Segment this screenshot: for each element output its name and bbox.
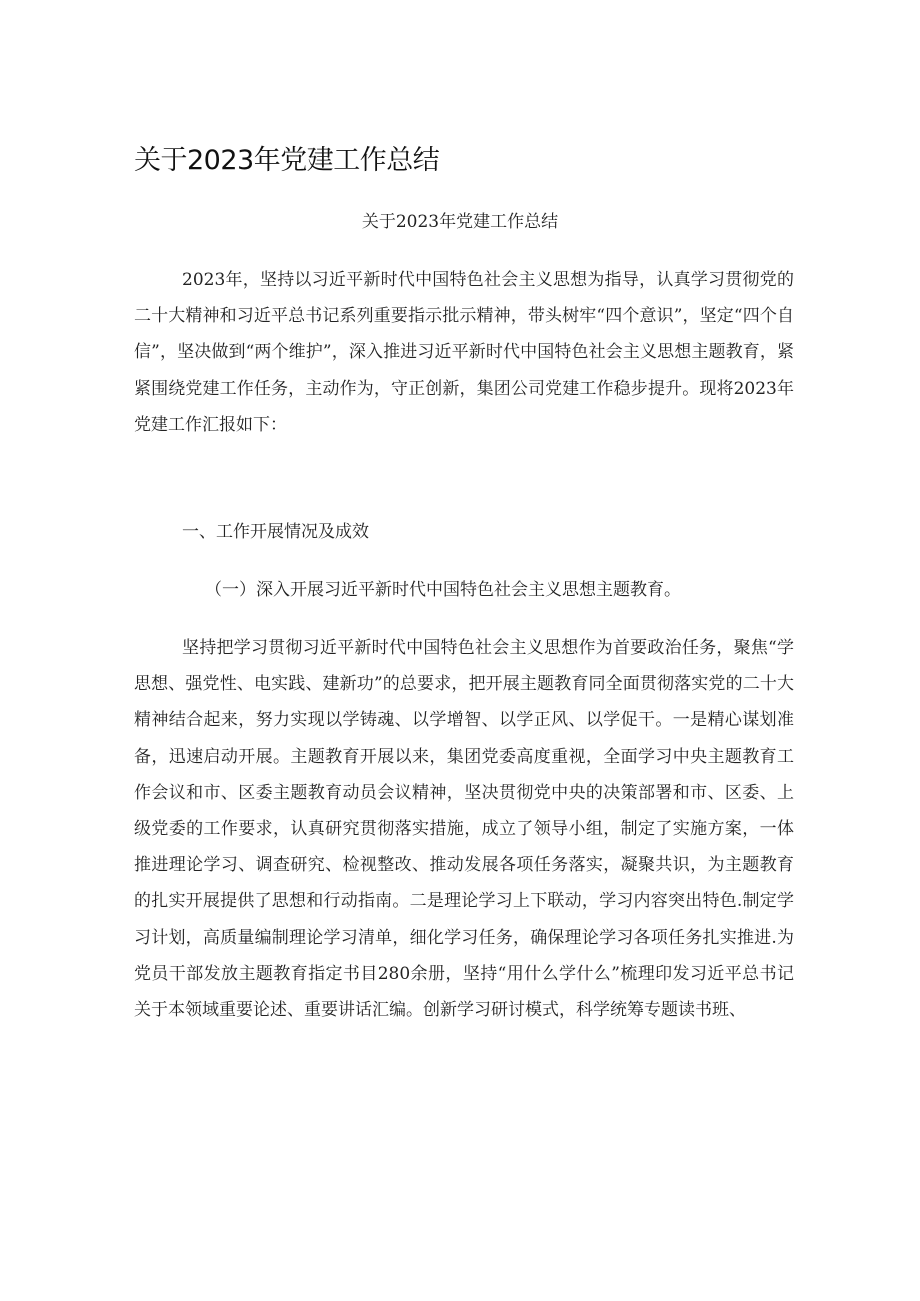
intro-paragraph: 2023年，坚持以习近平新时代中国特色社会主义思想为指导，认真学习贯彻党的二十大精神和习近平总书记系列重要指示批示精神，带头树牢“四个意识”，坚定“四个自信”，坚决做到“两个维护”，深入推进习近平新时代中国特色社会主义思想主题教育，紧紧围绕党建工作任务，主动作为，守正创新，集团公司党建工作稳步提升。现将2023年党建工作汇报如下：	[134, 270, 794, 435]
section-heading: 一、工作开展情况及成效	[182, 522, 369, 542]
document-title: 关于2023年党建工作总结	[134, 145, 440, 176]
subsection-heading: （一）深入开展习近平新时代中国特色社会主义思想主题教育。	[205, 580, 681, 600]
body-paragraph: 坚持把学习贯彻习近平新时代中国特色社会主义思想作为首要政治任务，聚焦“学思想、强党性、电实践、建新功”的总要求，把开展主题教育同全面贯彻落实党的二十大精神结合起来，努力实现以学铸魂、以学增智、以学正风、以学促干。一是精心谋划准备，迅速启动开展。主题教育开展以来，集团党委高度重视，全面学习中央主题教育工作会议和市、区委主题教育动员会议精神，坚决贯彻党中央的决策部署和市、区委、上级党委的工作要求，认真研究贯彻落实措施，成立了领导小组，制定了实施方案，一体推进理论学习、调查研究、检视整改、推动发展各项任务落实，凝聚共识，为主题教育的扎实开展提供了思想和行动指南。二是理论学习上下联动，学习内容突出特色.制定学习计划，高质量编制理论学习清单，细化学习任务，确保理论学习各项任务扎实推进.为党员干部发放主题教育指定书目280余册，坚持“用什么学什么”梳理印发习近平总书记关于本领域重要论述、重要讲话汇编。创新学习研讨模式，科学统筹专题读书班、	[134, 638, 794, 1021]
document-subtitle: 关于2023年党建工作总结	[361, 212, 559, 232]
